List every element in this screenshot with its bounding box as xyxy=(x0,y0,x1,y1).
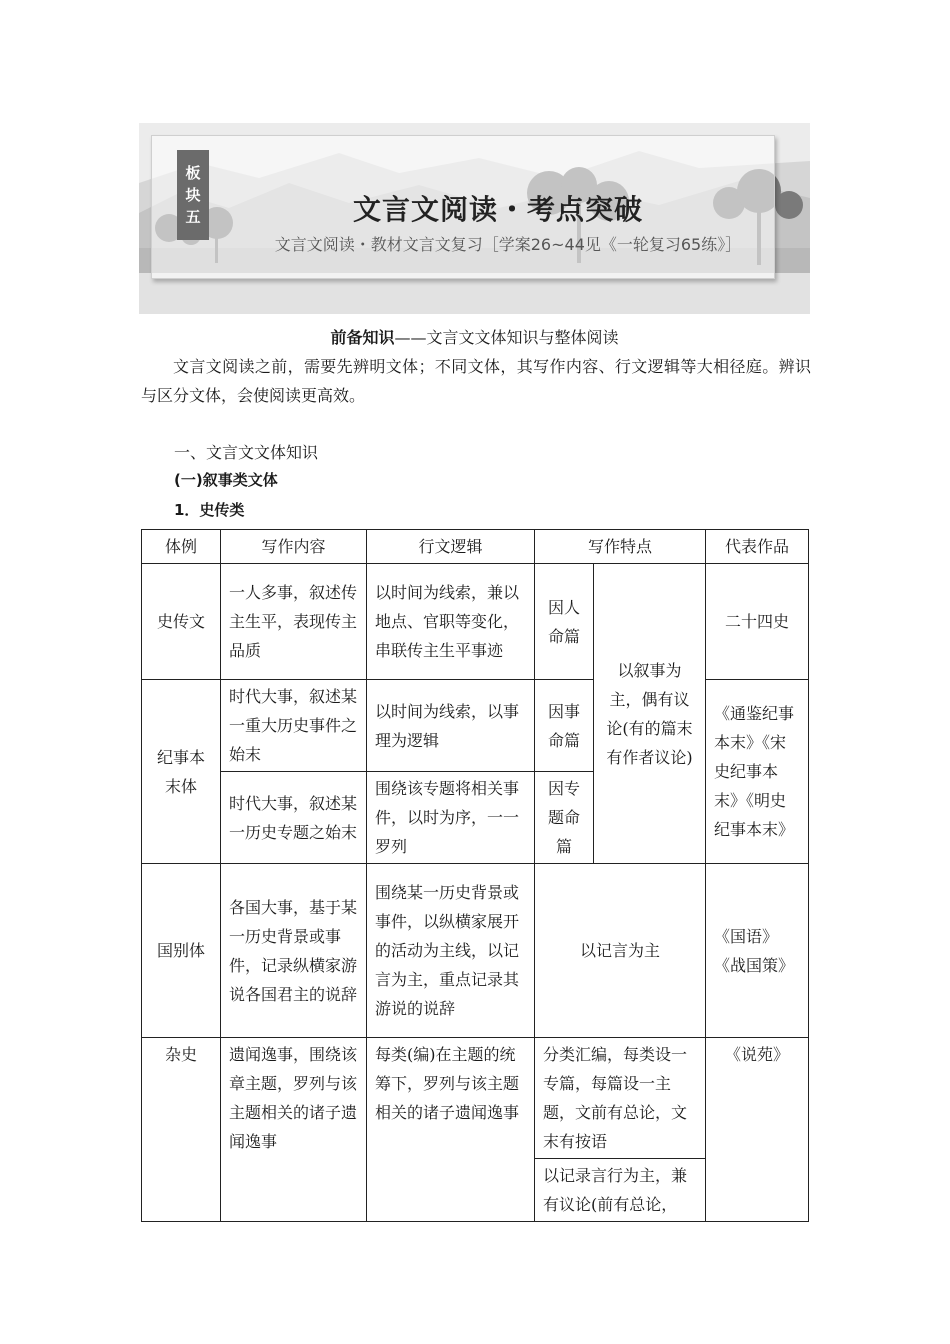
logic-cell: 以时间为线索，以事理为逻辑 xyxy=(367,680,535,772)
header-cell: 写作特点 xyxy=(535,530,706,564)
genre-cell: 史传文 xyxy=(142,564,221,680)
header-cell: 行文逻辑 xyxy=(367,530,535,564)
banner-title: 文言文阅读・考点突破 xyxy=(352,193,643,226)
section-heading: 一、文言文文体知识 xyxy=(174,443,319,462)
logic-cell: 每类(编)在主题的统筹下，罗列与该主题相关的诸子遗闻逸事 xyxy=(367,1038,535,1222)
feature-cell: 因事命篇 xyxy=(535,680,594,772)
subsubsection-heading: 1．史传类 xyxy=(174,501,245,519)
banner-panel xyxy=(151,135,775,279)
section-tag xyxy=(177,150,209,240)
heading-bold: 前备知识 xyxy=(330,328,395,347)
feature-cell: 分类汇编，每类设一专篇，每篇设一主题，文前有总论，文末有按语 xyxy=(535,1038,706,1159)
table-row xyxy=(142,864,809,1038)
genre-cell: 国别体 xyxy=(142,864,221,1038)
works-cell: 《说苑》 xyxy=(706,1038,809,1222)
heading-rest: ——文言文文体知识与整体阅读 xyxy=(394,328,619,347)
tag-char: 五 xyxy=(185,208,201,226)
knowledge-heading xyxy=(139,325,810,348)
subsection-heading: (一)叙事类文体 xyxy=(174,471,278,489)
content-cell: 遗闻逸事，围绕该章主题，罗列与该主题相关的诸子遗闻逸事 xyxy=(221,1038,367,1222)
header-cell: 体例 xyxy=(142,530,221,564)
header-cell: 代表作品 xyxy=(706,530,809,564)
logic-cell: 围绕该专题将相关事件，以时为序，一一罗列 xyxy=(367,772,535,864)
tag-char: 板 xyxy=(185,164,201,182)
content-cell: 一人多事，叙述传主生平，表现传主品质 xyxy=(221,564,367,680)
table-row xyxy=(142,564,809,680)
logic-cell: 围绕某一历史背景或事件，以纵横家展开的活动为主线，以记言为主，重点记录其游说的说辞 xyxy=(367,864,535,1038)
logic-cell: 以时间为线索，兼以地点、官职等变化，串联传主生平事迹 xyxy=(367,564,535,680)
works-cell: 《通鉴纪事本末》《宋史纪事本末》《明史纪事本末》 xyxy=(706,680,809,864)
banner-subtitle: 文言文阅读・教材文言文复习［学案26~44见《一轮复习65练》］ xyxy=(274,235,742,254)
tag-char: 块 xyxy=(185,186,201,204)
header-cell: 写作内容 xyxy=(221,530,367,564)
content-cell: 时代大事，叙述某一历史专题之始末 xyxy=(221,772,367,864)
table-row xyxy=(142,1038,809,1159)
genre-cell: 杂史 xyxy=(142,1038,221,1222)
intro-paragraph: 文言文阅读之前，需要先辨明文体；不同文体，其写作内容、行文逻辑等大相径庭。辨识与区分文体，会使阅读更高效。 xyxy=(141,357,811,405)
feature-cell: 以记录言行为主，兼有议论(前有总论， xyxy=(535,1159,706,1222)
works-cell: 《国语》《战国策》 xyxy=(706,864,809,1038)
feature-cell: 因专题命篇 xyxy=(535,772,594,864)
content-cell: 各国大事，基于某一历史背景或事件，记录纵横家游说各国君主的说辞 xyxy=(221,864,367,1038)
feature-cell: 以记言为主 xyxy=(535,864,706,1038)
genre-table xyxy=(141,529,809,1222)
merged-feature-cell: 以叙事为主，偶有议论(有的篇末有作者议论) xyxy=(594,564,706,864)
genre-cell: 纪事本末体 xyxy=(142,680,221,864)
table-row xyxy=(142,680,809,772)
content-cell: 时代大事，叙述某一重大历史事件之始末 xyxy=(221,680,367,772)
section-banner xyxy=(139,123,810,314)
table-header-row xyxy=(142,530,809,564)
feature-cell: 因人命篇 xyxy=(535,564,594,680)
works-cell: 二十四史 xyxy=(706,564,809,680)
